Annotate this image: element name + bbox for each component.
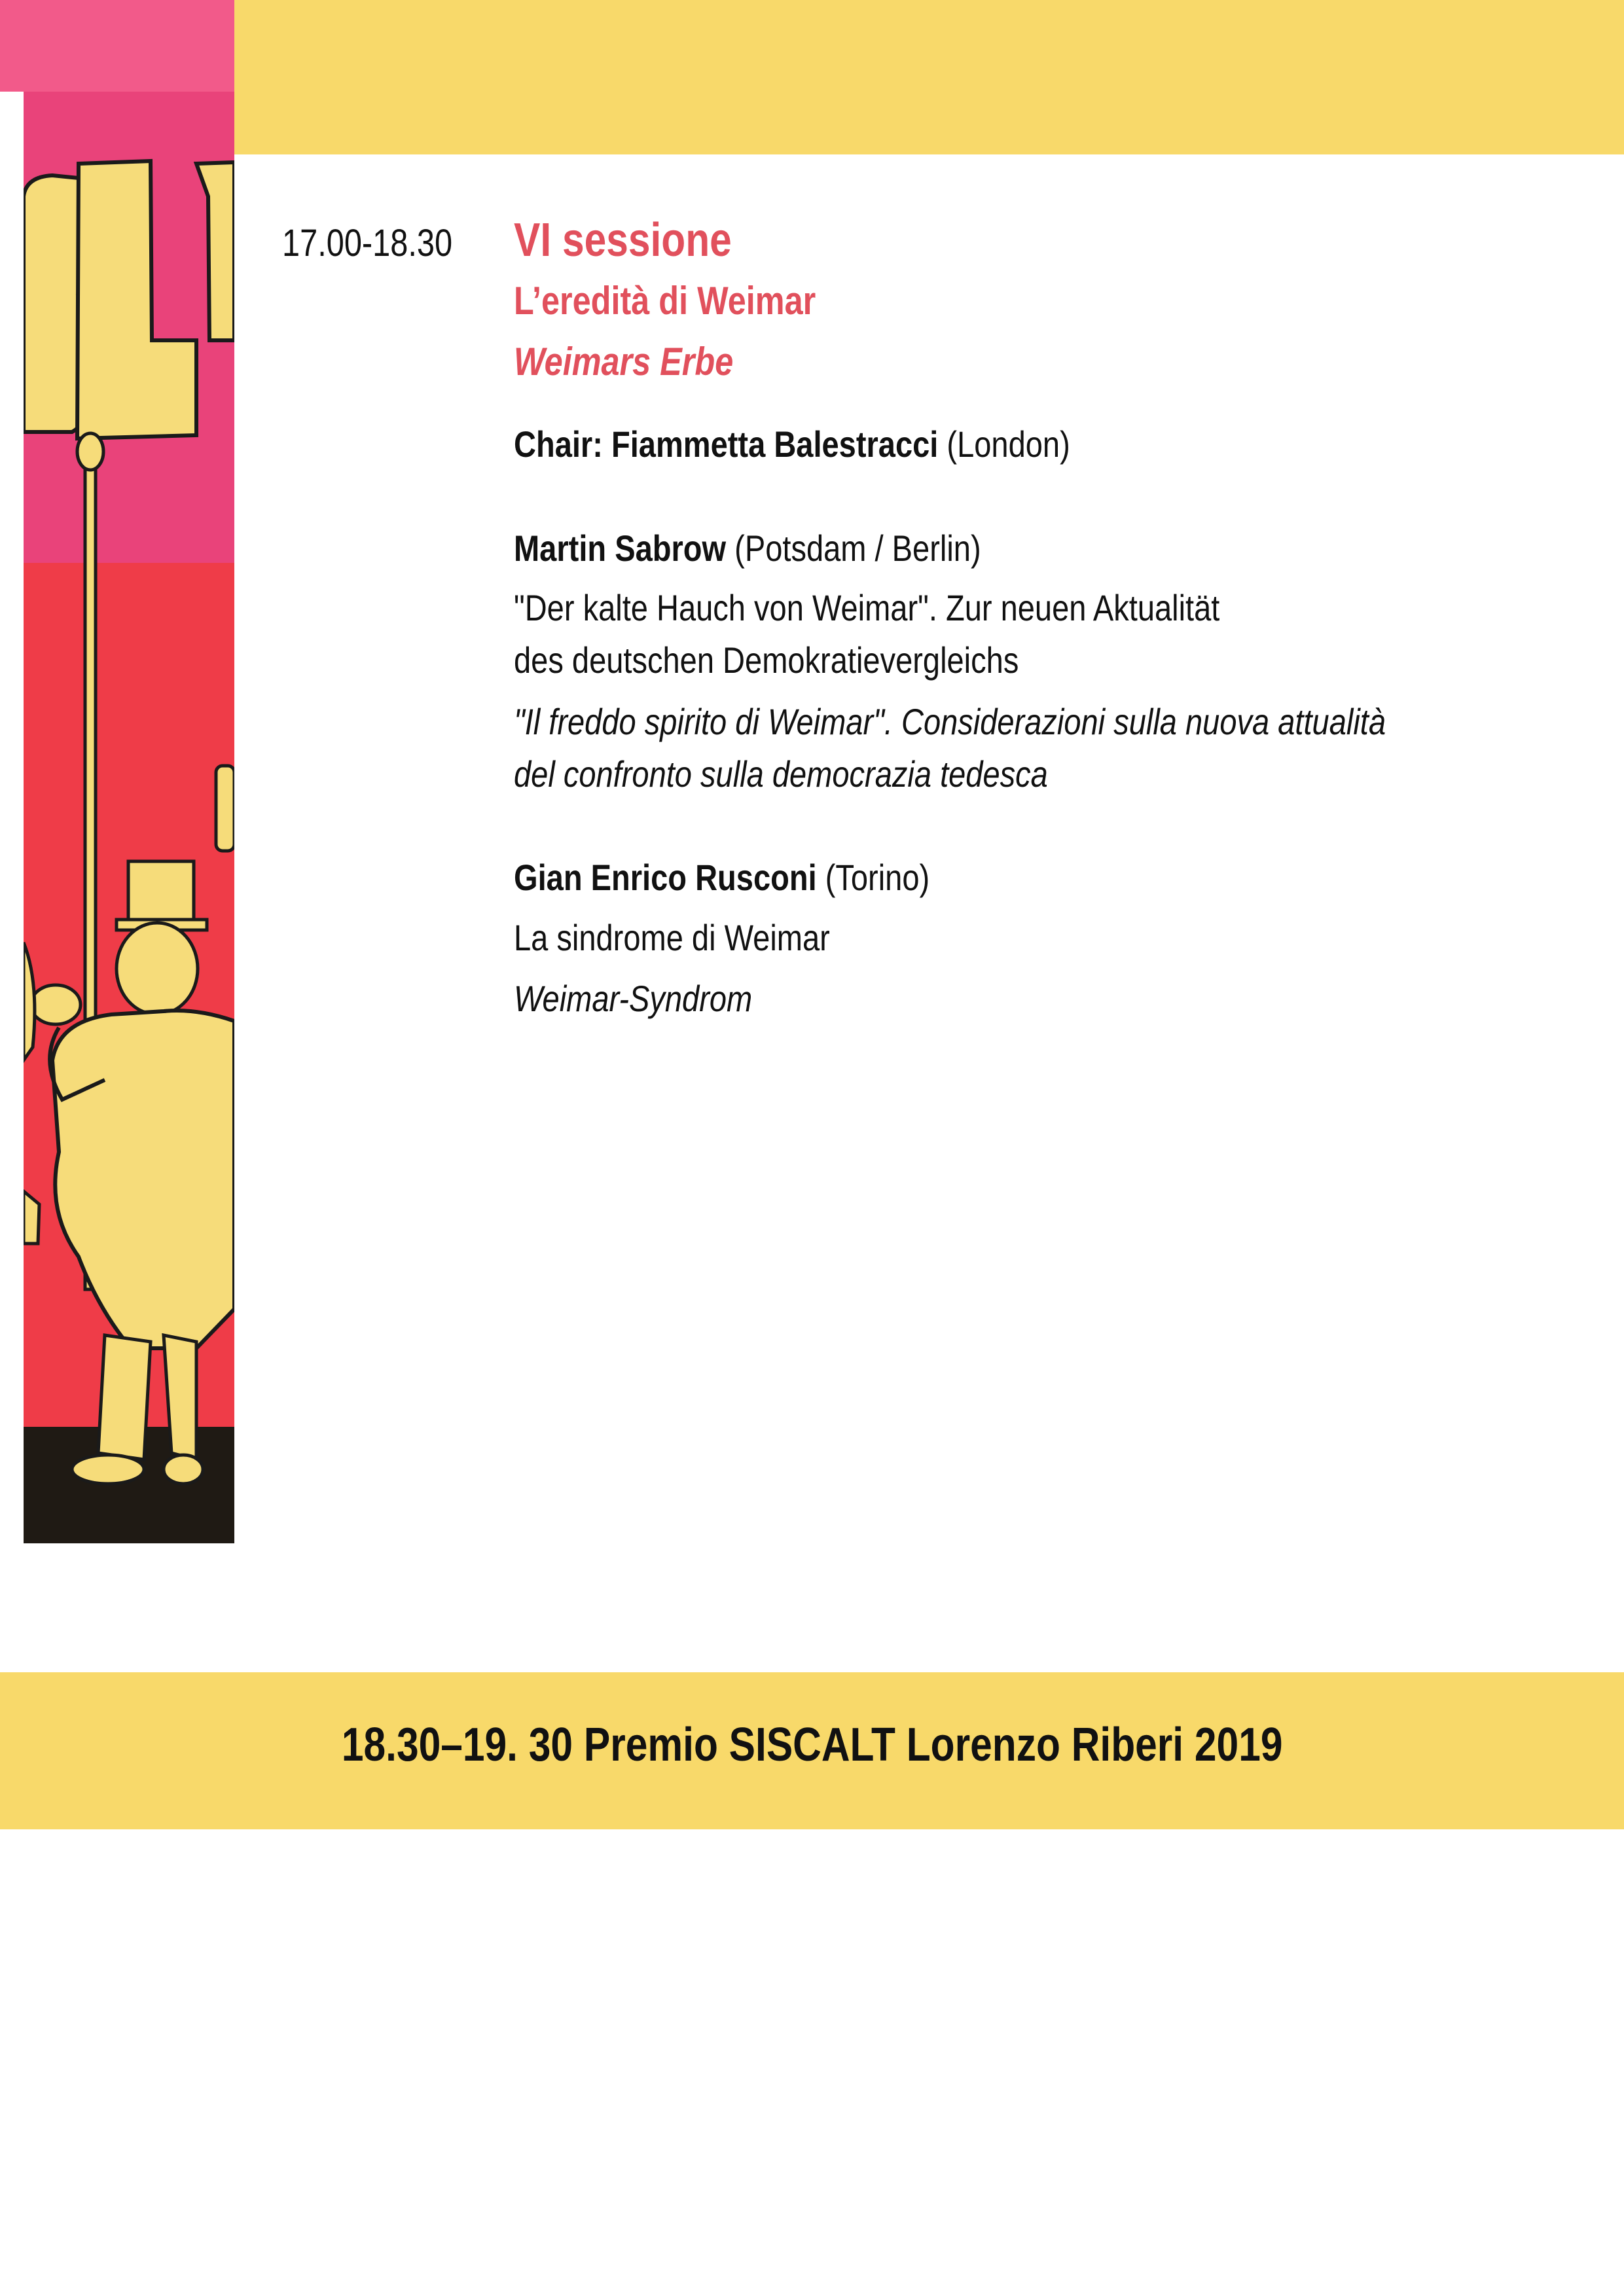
session-subtitle-german: Weimars Erbe	[514, 340, 734, 384]
chair-place: (London)	[947, 423, 1070, 465]
speaker-name: Gian Enrico Rusconi	[514, 857, 817, 898]
speaker-place: (Torino)	[825, 857, 930, 898]
talk-title-italian: "Il freddo spirito di Weimar". Considerazioni sulla nuova attualità	[514, 701, 1386, 742]
speaker-line	[514, 856, 1009, 899]
talk-title-german: des deutschen Demokratievergleichs	[514, 639, 1019, 681]
speaker-line	[514, 527, 1070, 569]
session-title: VI sessione	[514, 214, 732, 266]
poster-illustration	[0, 0, 234, 1543]
speaker-place: (Potsdam / Berlin)	[734, 528, 981, 569]
talk-title-italian: del confronto sulla democrazia tedesca	[514, 753, 1048, 795]
header-band	[0, 0, 1624, 154]
speaker-name: Martin Sabrow	[514, 528, 727, 569]
chair-name: Chair: Fiammetta Balestracci	[514, 423, 939, 465]
chair-line	[514, 423, 1176, 465]
talk-title-italian: La sindrome di Weimar	[514, 917, 830, 958]
talk-title-german: Weimar-Syndrom	[514, 978, 753, 1019]
talk-title-german: "Der kalte Hauch von Weimar". Zur neuen Aktualität	[514, 587, 1220, 628]
session-subtitle-italian: L’eredità di Weimar	[514, 279, 816, 323]
award-announcement: 18.30–19. 30 Premio SISCALT Lorenzo Riberi 2019	[341, 1719, 1283, 1771]
session-time: 17.00-18.30	[282, 222, 453, 264]
